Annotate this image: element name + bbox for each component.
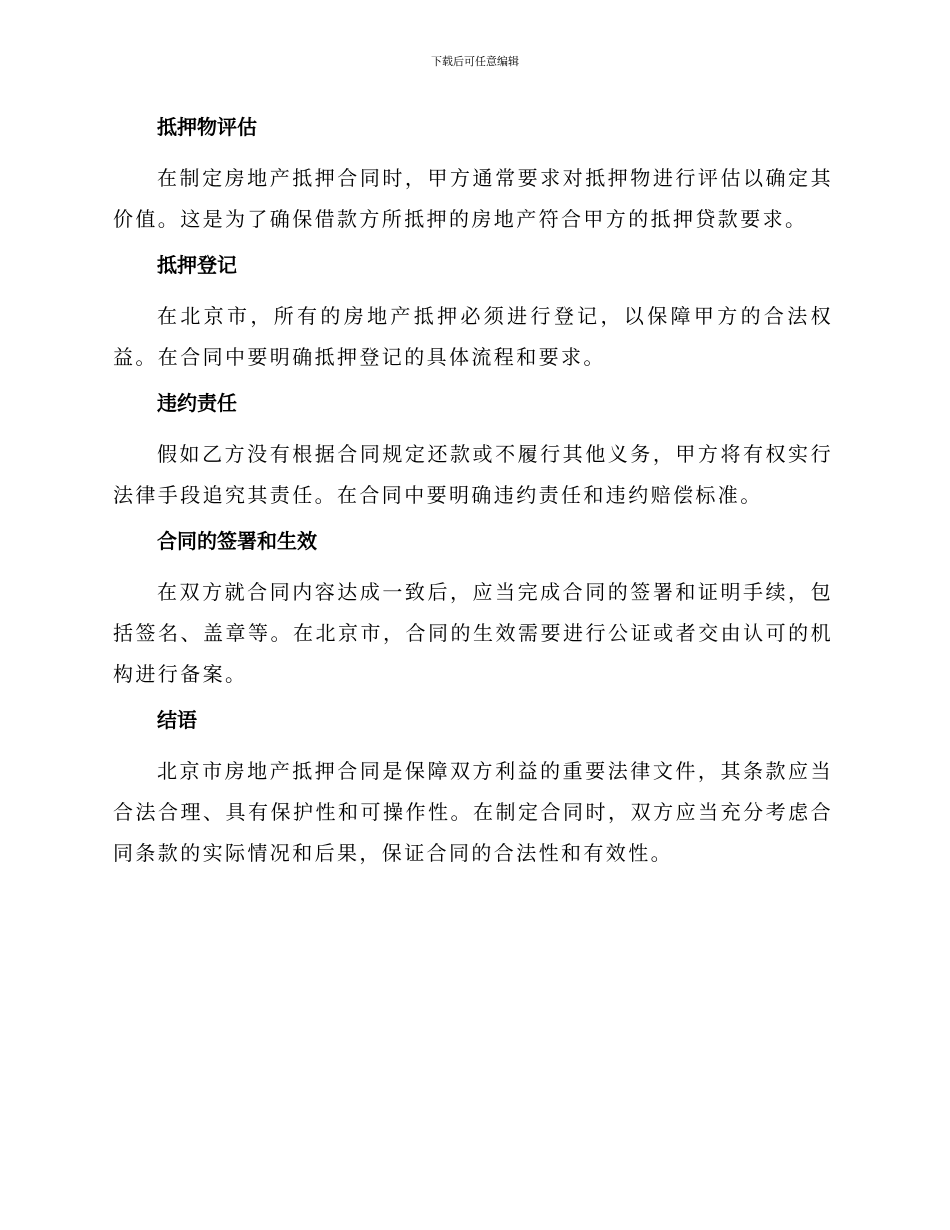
page-header: 下载后可任意编辑 [431, 55, 519, 68]
section-heading: 结语 [157, 708, 197, 732]
section-heading: 抵押物评估 [157, 115, 257, 139]
section-conclusion [113, 704, 833, 874]
section-paragraph: 北京市房地产抵押合同是保障双方利益的重要法律文件，其条款应当合法合理、具有保护性和可操作性。在制定合同时，双方应当充分考虑合同条款的实际情况和后果，保证合同的合法性和有效性。 [113, 759, 833, 865]
section-heading: 违约责任 [157, 391, 237, 415]
section-breach-liability [113, 387, 833, 516]
section-mortgage-assessment [113, 111, 833, 240]
section-paragraph: 假如乙方没有根据合同规定还款或不履行其他义务，甲方将有权实行法律手段追究其责任。在合同中要明确违约责任和违约赔偿标准。 [113, 442, 833, 507]
section-heading: 合同的签署和生效 [157, 529, 317, 553]
section-paragraph: 在双方就合同内容达成一致后，应当完成合同的签署和证明手续，包括签名、盖章等。在北京市，合同的生效需要进行公证或者交由认可的机构进行备案。 [113, 580, 833, 686]
section-mortgage-registration [113, 249, 833, 378]
section-signing-and-effect [113, 525, 833, 695]
section-paragraph: 在制定房地产抵押合同时，甲方通常要求对抵押物进行评估以确定其价值。这是为了确保借款方所抵押的房地产符合甲方的抵押贷款要求。 [113, 166, 833, 231]
section-heading: 抵押登记 [157, 253, 237, 277]
document-body [113, 111, 833, 874]
section-paragraph: 在北京市，所有的房地产抵押必须进行登记，以保障甲方的合法权益。在合同中要明确抵押登记的具体流程和要求。 [113, 304, 833, 369]
